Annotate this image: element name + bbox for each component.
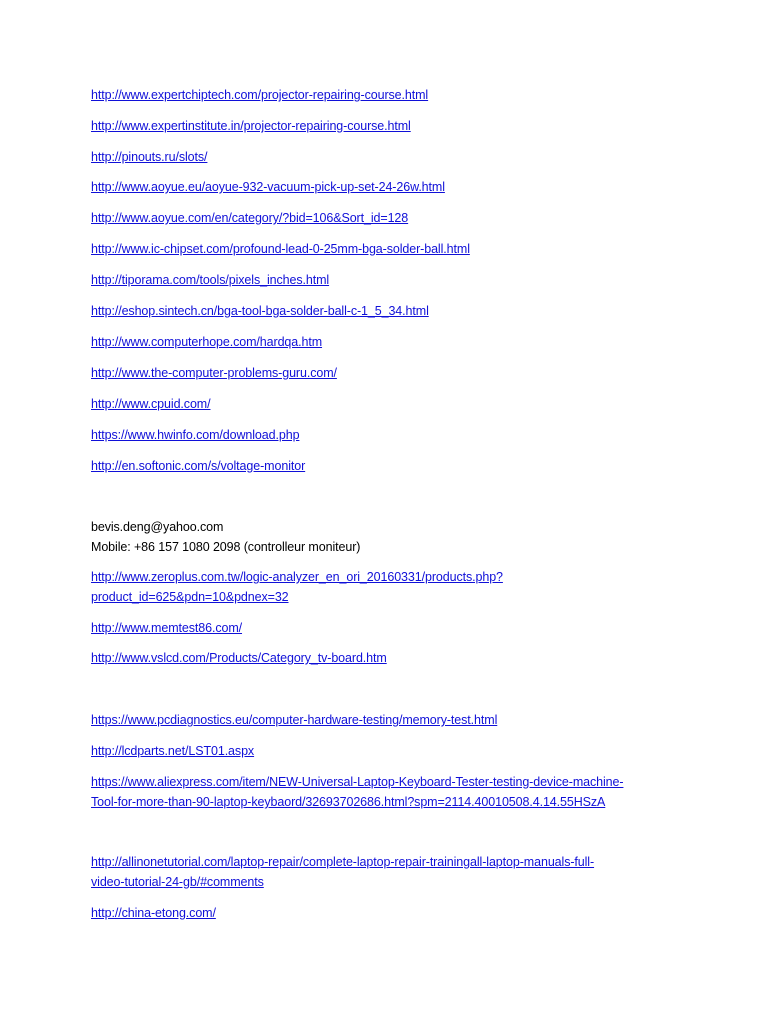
link-zeroplus-line2[interactable]: product_id=625&pdn=10&pdnex=32 [91, 590, 289, 604]
link-zeroplus-line1[interactable]: http://www.zeroplus.com.tw/logic-analyzer_en_ori_20160331/products.php? [91, 570, 503, 584]
link-aoyue-com[interactable]: http://www.aoyue.com/en/category/?bid=106&Sort_id=128 [91, 211, 409, 225]
link-china-etong[interactable]: http://china-etong.com/ [91, 906, 216, 920]
link-softonic[interactable]: http://en.softonic.com/s/voltage-monitor [91, 459, 306, 473]
link-computer-problems-guru[interactable]: http://www.the-computer-problems-guru.com/ [91, 366, 337, 380]
link-ic-chipset[interactable]: http://www.ic-chipset.com/profound-lead-0-25mm-bga-solder-ball.html [91, 242, 470, 256]
link-computerhope[interactable]: http://www.computerhope.com/hardqa.htm [91, 335, 323, 349]
link-tiporama[interactable]: http://tiporama.com/tools/pixels_inches.html [91, 273, 330, 287]
link-pcdiagnostics[interactable]: https://www.pcdiagnostics.eu/computer-hardware-testing/memory-test.html [91, 713, 498, 727]
link-vslcd[interactable]: http://www.vslcd.com/Products/Category_tv-board.htm [91, 651, 387, 665]
link-aliexpress-line2[interactable]: Tool-for-more-than-90-laptop-keybaord/32693702686.html?spm=2114.40010508.4.14.55HSzA [91, 795, 606, 809]
link-cpuid[interactable]: http://www.cpuid.com/ [91, 397, 211, 411]
link-aliexpress-line1[interactable]: https://www.aliexpress.com/item/NEW-Universal-Laptop-Keyboard-Tester-testing-device-machine- [91, 775, 624, 789]
link-hwinfo[interactable]: https://www.hwinfo.com/download.php [91, 428, 300, 442]
link-expertchiptech[interactable]: http://www.expertchiptech.com/projector-repairing-course.html [91, 88, 429, 102]
link-allinonetutorial-line2[interactable]: video-tutorial-24-gb/#comments [91, 875, 264, 889]
link-memtest86[interactable]: http://www.memtest86.com/ [91, 621, 243, 635]
link-sintech[interactable]: http://eshop.sintech.cn/bga-tool-bga-solder-ball-c-1_5_34.html [91, 304, 429, 318]
contact-email: bevis.deng@yahoo.com [91, 520, 224, 534]
link-pinouts[interactable]: http://pinouts.ru/slots/ [91, 150, 208, 164]
link-aoyue-eu[interactable]: http://www.aoyue.eu/aoyue-932-vacuum-pick-up-set-24-26w.html [91, 180, 445, 194]
link-allinonetutorial-line1[interactable]: http://allinonetutorial.com/laptop-repair/complete-laptop-repair-trainingall-laptop-manuals-full- [91, 855, 595, 869]
contact-mobile: Mobile: +86 157 1080 2098 (controlleur moniteur) [91, 540, 361, 554]
link-lcdparts[interactable]: http://lcdparts.net/LST01.aspx [91, 744, 255, 758]
link-expertinstitute[interactable]: http://www.expertinstitute.in/projector-repairing-course.html [91, 119, 411, 133]
